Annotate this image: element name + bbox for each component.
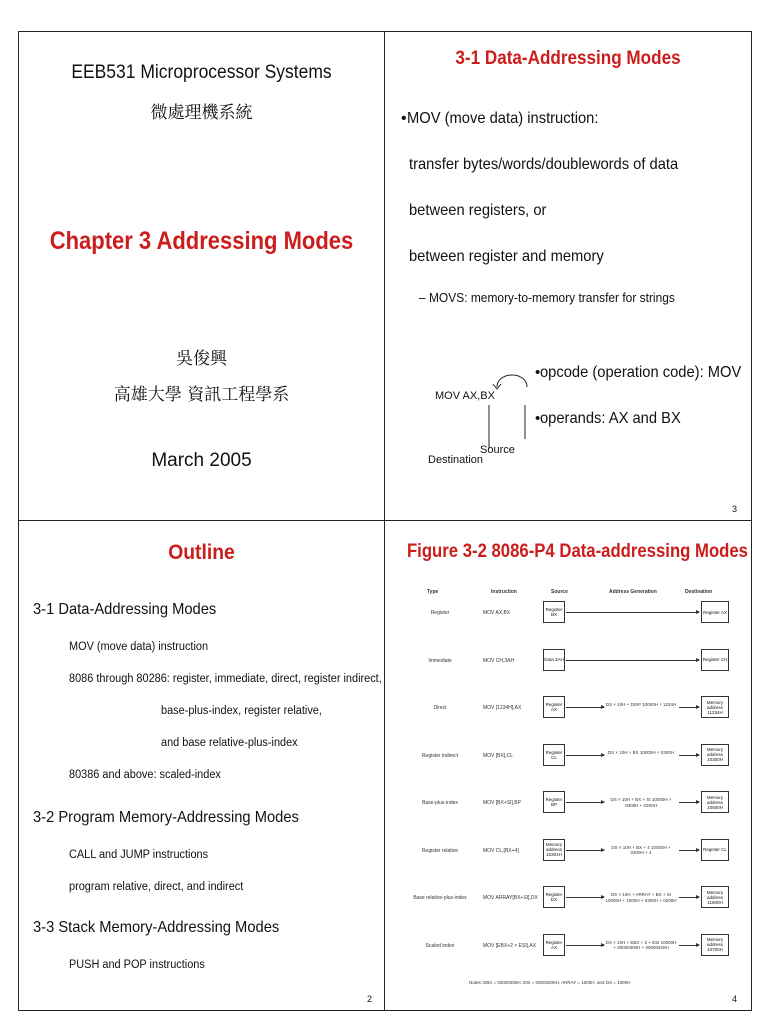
bullet-opcode [535,364,752,382]
figure-source-box: Memory address 10304H [543,839,565,861]
figure-source-box: Register CL [543,744,565,766]
author-name: 吳俊興 [176,349,227,369]
figure-type: Base-plus-index [422,800,458,806]
figure-destination-box: Register CH [701,649,729,671]
diagram-instruction: MOV AX,BX [435,390,495,402]
outline-heading: 3-2 Program Memory-Addressing Modes [33,809,299,826]
text-between-registers: between registers, or [409,202,547,219]
figure-arrow [566,802,604,803]
chapter-title: Chapter 3 Addressing Modes [49,227,354,255]
outline-item: and base relative-plus-index [161,737,298,749]
figure-arrow [679,897,699,898]
figure-address-generation: DS × 10H + DISP 10000H + 1234H [605,702,677,707]
figure-header-source: Source [551,589,568,595]
slide-title: Figure 3-2 8086-P4 Data-addressing Modes [406,541,748,562]
slide-outline [18,520,385,1011]
outline-heading: 3-3 Stack Memory-Addressing Modes [33,919,280,936]
department: 高雄大學 資訊工程學系 [113,385,290,405]
bullet-mov-text: MOV (move data) instruction: [406,110,599,127]
figure-destination-box: Memory address 11500H [701,886,729,908]
figure-instruction: MOV [BX+SI],BP [483,800,521,806]
text-register-memory: between register and memory [409,248,604,265]
figure-arrow [679,850,699,851]
figure-destination-box: Register CL [701,839,729,861]
page-number: 4 [731,994,737,1004]
figure-address-generation: DS × 10H + EBX + 2 × ESI 10000H + 00000300H + 00000400H [605,939,677,950]
figure-instruction: MOV [EBX+2 × ESI],AX [483,942,537,949]
figure-address-generation: DS × 10H + BX 10000H + 0300H [607,749,675,755]
figure-arrow [679,707,699,708]
slide-title: 3-1 Data-Addressing Modes [455,48,681,69]
figure-arrow [566,945,604,946]
figure-source-box: Data 3AH [543,649,565,671]
figure-arrow [679,802,699,803]
figure-arrow [566,612,699,613]
figure-type: Immediate [428,657,452,664]
date: March 2005 [151,450,252,471]
bullet-operands-text: operands: AX and BX [540,410,682,427]
figure-arrow [679,755,699,756]
figure-arrow [566,707,604,708]
figure-header-destination: Destination [685,589,713,595]
figure-destination-box: Memory address 10300H [701,744,729,766]
figure-instruction: MOV CH,3AH [483,657,515,664]
figure-type: Register relative [421,847,459,854]
figure-arrow [566,897,604,898]
text-transfer: transfer bytes/words/doublewords of data [409,156,679,173]
figure-type: Base relative-plus-index [413,895,467,901]
diagram-source: Source [480,444,515,456]
figure-address-generation: DS × 10H + BX + 4 10000H + 0300H + 4 [611,844,671,855]
outline-item: 8086 through 80286: register, immediate, direct, register indirect, [69,673,382,685]
slide-figure [384,520,752,1011]
bullet-dot: • [535,410,541,427]
figure-destination-box: Memory address 10500H [701,791,729,813]
figure-arrow [679,945,699,946]
figure-instruction: MOV ARRAY[BX+SI],DX [483,895,538,901]
figure-instruction: MOV [BX],CL [483,752,514,759]
bullet-dot: • [401,110,407,127]
figure-address-generation: DS × 10H + BX + SI 10000H + 0300H + 0200H [610,797,672,808]
figure-source-box: Register BP [543,791,565,813]
outline-item: PUSH and POP instructions [69,959,205,971]
outline-item: base-plus-index, register relative, [161,705,322,717]
outline-heading: 3-1 Data-Addressing Modes [33,601,217,618]
figure-source-box: Register AX [543,934,565,956]
figure-destination-box: Register AX [701,601,729,623]
bullet-dot: • [535,364,541,381]
bullet-mov [401,110,615,128]
page-number: 2 [366,994,372,1004]
outline-item: 80386 and above: scaled-index [69,769,221,781]
figure-source-box: Register DX [543,886,565,908]
course-title: EEB531 Microprocessor Systems [71,62,332,83]
outline-item: MOV (move data) instruction [69,641,209,653]
diagram-destination: Destination [428,454,484,466]
figure-type: Direct [433,705,447,711]
text-movs: – MOVS: memory-to-memory transfer for strings [419,290,675,305]
figure-type: Scaled index [425,942,455,949]
slide-data-addressing [384,31,752,521]
bullet-opcode-text: opcode (operation code): MOV [540,364,742,381]
figure-instruction: MOV AX,BX [483,610,511,616]
outline-item: CALL and JUMP instructions [69,849,209,861]
figure-arrow [566,660,699,661]
figure-notes: Notes: EBX = 00000300H, ESI = 00000200H, ARRAY = 1000H, and DS = 1000H [469,980,631,985]
figure-destination-box: Memory address 10700H [701,934,729,956]
figure-header-address-generation: Address Generation [609,589,657,595]
bullet-operands [535,410,693,428]
figure-source-box: Register BX [543,601,565,623]
course-title-chinese: 微處理機系統 [150,103,253,123]
figure-arrow [566,850,604,851]
figure-header-instruction: Instruction [491,589,517,595]
figure-type: Register indirect [421,752,459,759]
slide-title: Outline [168,541,235,564]
figure-instruction: MOV [1234H],AX [483,705,522,711]
outline-item: program relative, direct, and indirect [69,881,244,893]
figure-destination-box: Memory address 11234H [701,696,729,718]
figure-source-box: Register AX [543,696,565,718]
figure-arrow [566,755,604,756]
slide-title [18,31,385,521]
figure-instruction: MOV CL,[BX+4] [483,847,519,854]
figure-address-generation: DS × 10H + ARRAY + BX + SI 10000H + 1000H + 0300H + 0200H [605,892,677,903]
page-number: 3 [731,504,737,514]
figure-type: Register [430,610,450,616]
handout-page [18,31,752,1011]
figure-header-type: Type [427,589,439,595]
